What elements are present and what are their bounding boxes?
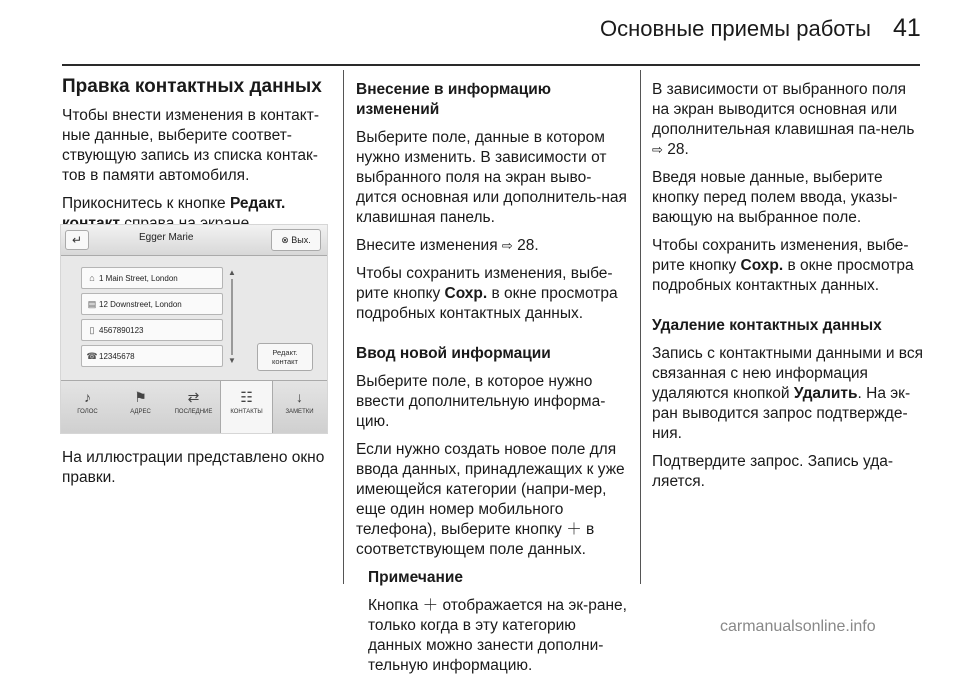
column-divider-2 <box>640 70 641 584</box>
paragraph <box>356 264 628 324</box>
tab-label: КОНТАКТЫ <box>230 409 263 415</box>
paragraph: Выберите поле, в которое нужно ввести дополнительную информа-цию. <box>356 373 606 430</box>
spacer <box>652 304 924 316</box>
figure-caption-block <box>62 448 332 496</box>
page-ref: 28. <box>667 141 689 158</box>
contact-name: Egger Marie <box>139 232 194 243</box>
paragraph: Подтвердите запрос. Запись уда-ляется. <box>652 453 894 490</box>
contact-field-phone[interactable] <box>81 345 223 367</box>
screen-topbar <box>61 225 327 256</box>
watermark: carmanualsonline.info <box>720 618 876 635</box>
tab-notes[interactable] <box>273 381 326 434</box>
mobile-phone-icon: ▯ <box>89 325 95 335</box>
notes-icon: ↓ <box>296 389 303 405</box>
paragraph <box>652 344 924 444</box>
paragraph: Введя новые данные, выберите кнопку перед полем ввода, указы-вающую на выбранное поле. <box>652 169 898 226</box>
figure-caption: На иллюстрации представлено окно правки. <box>62 449 325 486</box>
bold-term: Удалить <box>793 385 858 402</box>
scrollbar[interactable] <box>228 269 236 365</box>
bold-term: Сохр. <box>444 285 488 302</box>
section-title: Основные приемы работы <box>600 16 871 41</box>
page-ref: 28. <box>517 237 539 254</box>
text: Чтобы сохранить изменения, выбе-рите кнопку <box>356 265 613 302</box>
bold-term: Сохр. <box>740 257 784 274</box>
exit-label: Вых. <box>291 235 311 245</box>
paragraph: Выберите поле, данные в котором нужно изменить. В зависимости от выбранного поля на экран выво-дится основная или дополнитель-ная клавишная панель. <box>356 129 627 226</box>
exit-button[interactable] <box>271 229 321 251</box>
paragraph <box>356 236 628 256</box>
field-value: 1 Main Street, London <box>99 274 178 283</box>
column-2 <box>356 80 628 684</box>
text: . На эк-ран выводится запрос подтвержде-ния. <box>652 385 911 442</box>
paragraph: Если нужно создать новое поле для ввода данных, принадлежащих к уже имеющейся категории (напри-мер, еще один номер мобильного телефона), выберите кнопку ＋ в соответствующем поле данных. <box>356 441 625 558</box>
heading-edit-info: Внесение в информацию изменений <box>356 81 552 118</box>
heading-new-info: Ввод новой информации <box>356 345 551 362</box>
text: в окне просмотра подробных контактных данных. <box>356 285 618 322</box>
exit-icon: ⊗ <box>281 235 292 245</box>
text: В зависимости от выбранного поля на экран выводится основная или дополнительная клавишная па-нель <box>652 81 915 138</box>
paragraph <box>652 236 924 296</box>
contact-field-mobile[interactable] <box>81 319 223 341</box>
field-value: 12345678 <box>99 352 135 361</box>
spacer <box>356 332 628 344</box>
text: в окне просмотра подробных контактных данных. <box>652 257 914 294</box>
contact-field-home[interactable] <box>81 267 223 289</box>
contact-field-office[interactable] <box>81 293 223 315</box>
field-value: 4567890123 <box>99 326 144 335</box>
text: Прикоснитесь к кнопке <box>62 195 230 212</box>
tab-label: ГОЛОС <box>77 409 98 415</box>
edit-label: контакт <box>271 357 298 366</box>
tab-recent[interactable] <box>167 381 220 434</box>
edit-contact-screenshot <box>60 224 328 434</box>
scroll-up-icon[interactable]: ▲ <box>228 268 236 277</box>
text: Запись с контактными данными и вся связанная с нею информация удаляются кнопкой <box>652 345 923 402</box>
page-number: 41 <box>893 14 921 42</box>
tab-voice[interactable] <box>61 381 114 434</box>
home-icon: ⌂ <box>89 273 95 283</box>
note-title: Примечание <box>368 569 463 586</box>
paragraph: Чтобы внести изменения в контакт-ные данные, выберите соответ-ствующую запись из списка контак-тов в памяти автомобиля. <box>62 107 320 184</box>
contacts-icon: ☷ <box>240 389 253 405</box>
text: Внесите изменения <box>356 237 502 254</box>
tab-label: ПОСЛЕДНИЕ <box>174 409 213 415</box>
scroll-down-icon[interactable]: ▼ <box>228 356 236 365</box>
column-3 <box>652 80 924 500</box>
tab-contacts[interactable] <box>220 381 273 434</box>
phone-icon: ☎ <box>86 351 98 361</box>
edit-label: Редакт. <box>272 348 298 357</box>
recent-icon: ⇄ <box>187 389 200 405</box>
scroll-track <box>231 279 233 355</box>
text: Чтобы сохранить изменения, выбе-рите кнопку <box>652 237 909 274</box>
column-1 <box>62 76 332 242</box>
note-text: Кнопка ＋ отображается на эк-ране, только когда в эту категорию данных можно занести дополни-тельную информацию. <box>368 597 627 674</box>
paragraph <box>652 80 924 160</box>
edit-contact-button[interactable] <box>257 343 313 371</box>
office-icon: ▤ <box>87 299 97 309</box>
bold-term: Редакт. <box>229 195 286 212</box>
tab-label: ЗАМЕТКИ <box>285 409 314 415</box>
column-divider-1 <box>343 70 344 584</box>
page-ref-icon: ⇨ <box>501 238 513 253</box>
heading-delete-contact: Удаление контактных данных <box>652 317 882 334</box>
flag-icon: ⚑ <box>134 389 147 405</box>
note-block <box>368 568 628 676</box>
field-value: 12 Downstreet, London <box>99 300 182 309</box>
header-divider <box>62 64 920 66</box>
tab-address[interactable] <box>114 381 167 434</box>
back-arrow-icon[interactable]: ↵ <box>65 230 89 250</box>
heading-edit-contact: Правка контактных данных <box>62 76 322 97</box>
screen-bottom-tabs <box>61 380 327 434</box>
page-ref-icon: ⇨ <box>652 142 663 157</box>
tab-label: АДРЕС <box>130 409 151 415</box>
voice-icon: ♪ <box>84 389 91 405</box>
